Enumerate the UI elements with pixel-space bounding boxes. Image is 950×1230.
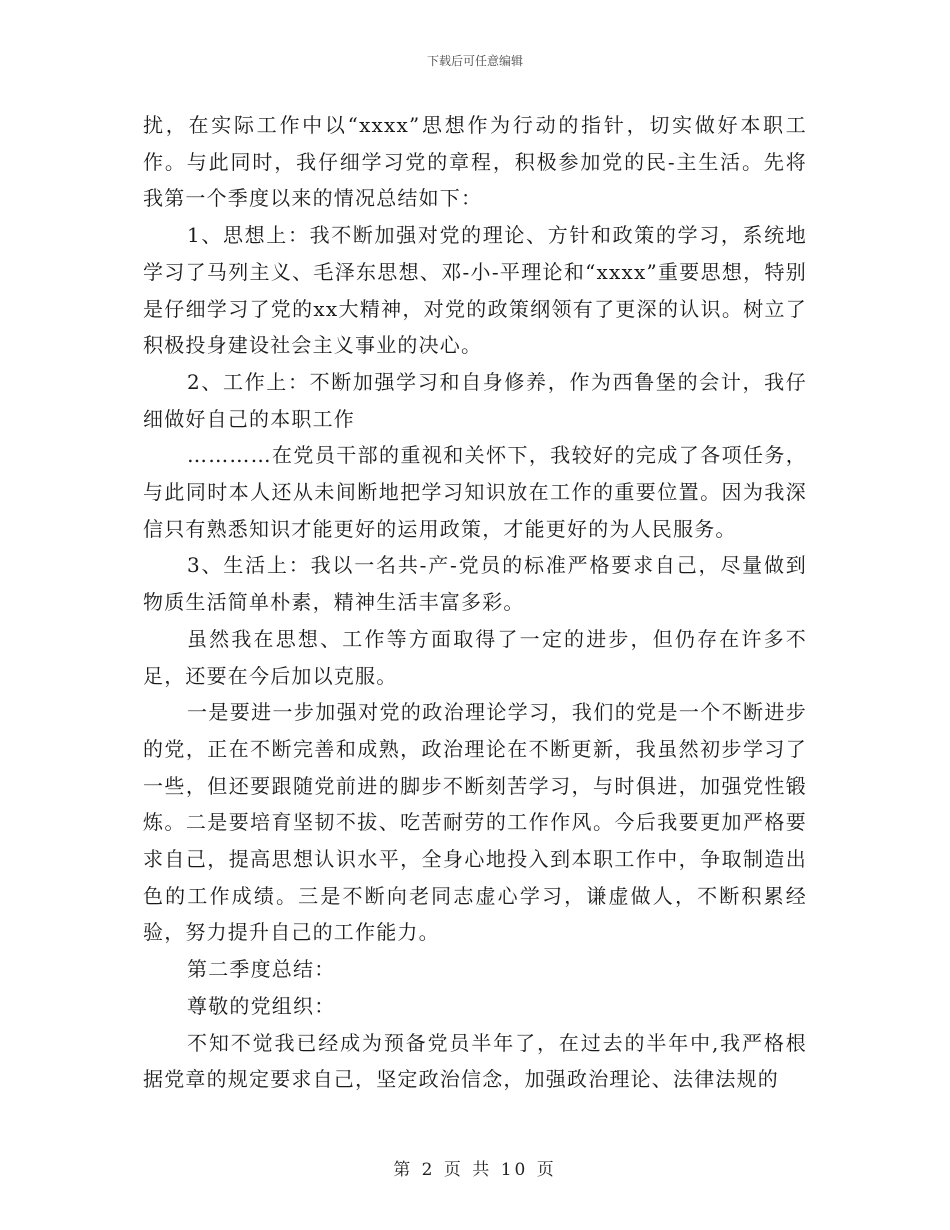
paragraph: 虽然我在思想、工作等方面取得了一定的进步，但仍存在许多不足，还要在今后加以克服。: [143, 626, 807, 688]
paragraph: 不知不觉我已经成为预备党员半年了，在过去的半年中,我严格根据党章的规定要求自己，坚定政治信念，加强政治理论、法律法规的: [143, 1030, 807, 1092]
paragraph: 第二季度总结：: [187, 957, 336, 982]
paragraph: 一是要进一步加强对党的政治理论学习，我们的党是一个不断进步的党，正在不断完善和成熟，政治理论在不断更新，我虽然初步学习了一些，但还要跟随党前进的脚步不断刻苦学习，与时俱进，加强党性锻炼。二是要培育坚韧不拔、吃苦耐劳的工作作风。今后我要更加严格要求自己，提高思想认识水平，全身心地投入到本职工作中，争取制造出色的工作成绩。三是不断向老同志虚心学习，谦虚做人，不断积累经验，努力提升自己的工作能力。: [143, 700, 807, 945]
paragraph: …………在党员干部的重视和关怀下，我较好的完成了各项任务，与此同时本人还从未间断地把学习知识放在工作的重要位置。因为我深信只有熟悉知识才能更好的运用政策，才能更好的为人民服务。: [143, 443, 807, 541]
paragraph: 尊敬的党组织：: [187, 993, 336, 1018]
paragraph: 3、生活上：我以一名共-产-党员的标准严格要求自己，尽量做到物质生活简单朴素，精神生活丰富多彩。: [143, 553, 807, 615]
paragraph: 1、思想上：我不断加强对党的理论、方针和政策的学习，系统地学习了马列主义、毛泽东思想、邓-小-平理论和“xxxx”重要思想，特别是仔细学习了党的xx大精神，对党的政策纲领有了更深的认识。树立了积极投身建设社会主义事业的决心。: [143, 223, 807, 358]
paragraph: 2、工作上：不断加强学习和自身修养，作为西鲁堡的会计，我仔细做好自己的本职工作: [143, 369, 807, 431]
page-number: 第 2 页 共 10 页: [393, 1160, 557, 1180]
document-body: [143, 107, 807, 1098]
header-note: 下载后可任意编辑: [426, 54, 523, 68]
paragraph: 扰，在实际工作中以“xxxx”思想作为行动的指针，切实做好本职工作。与此同时，我仔细学习党的章程，积极参加党的民-主生活。先将我第一个季度以来的情况总结如下：: [143, 113, 807, 211]
